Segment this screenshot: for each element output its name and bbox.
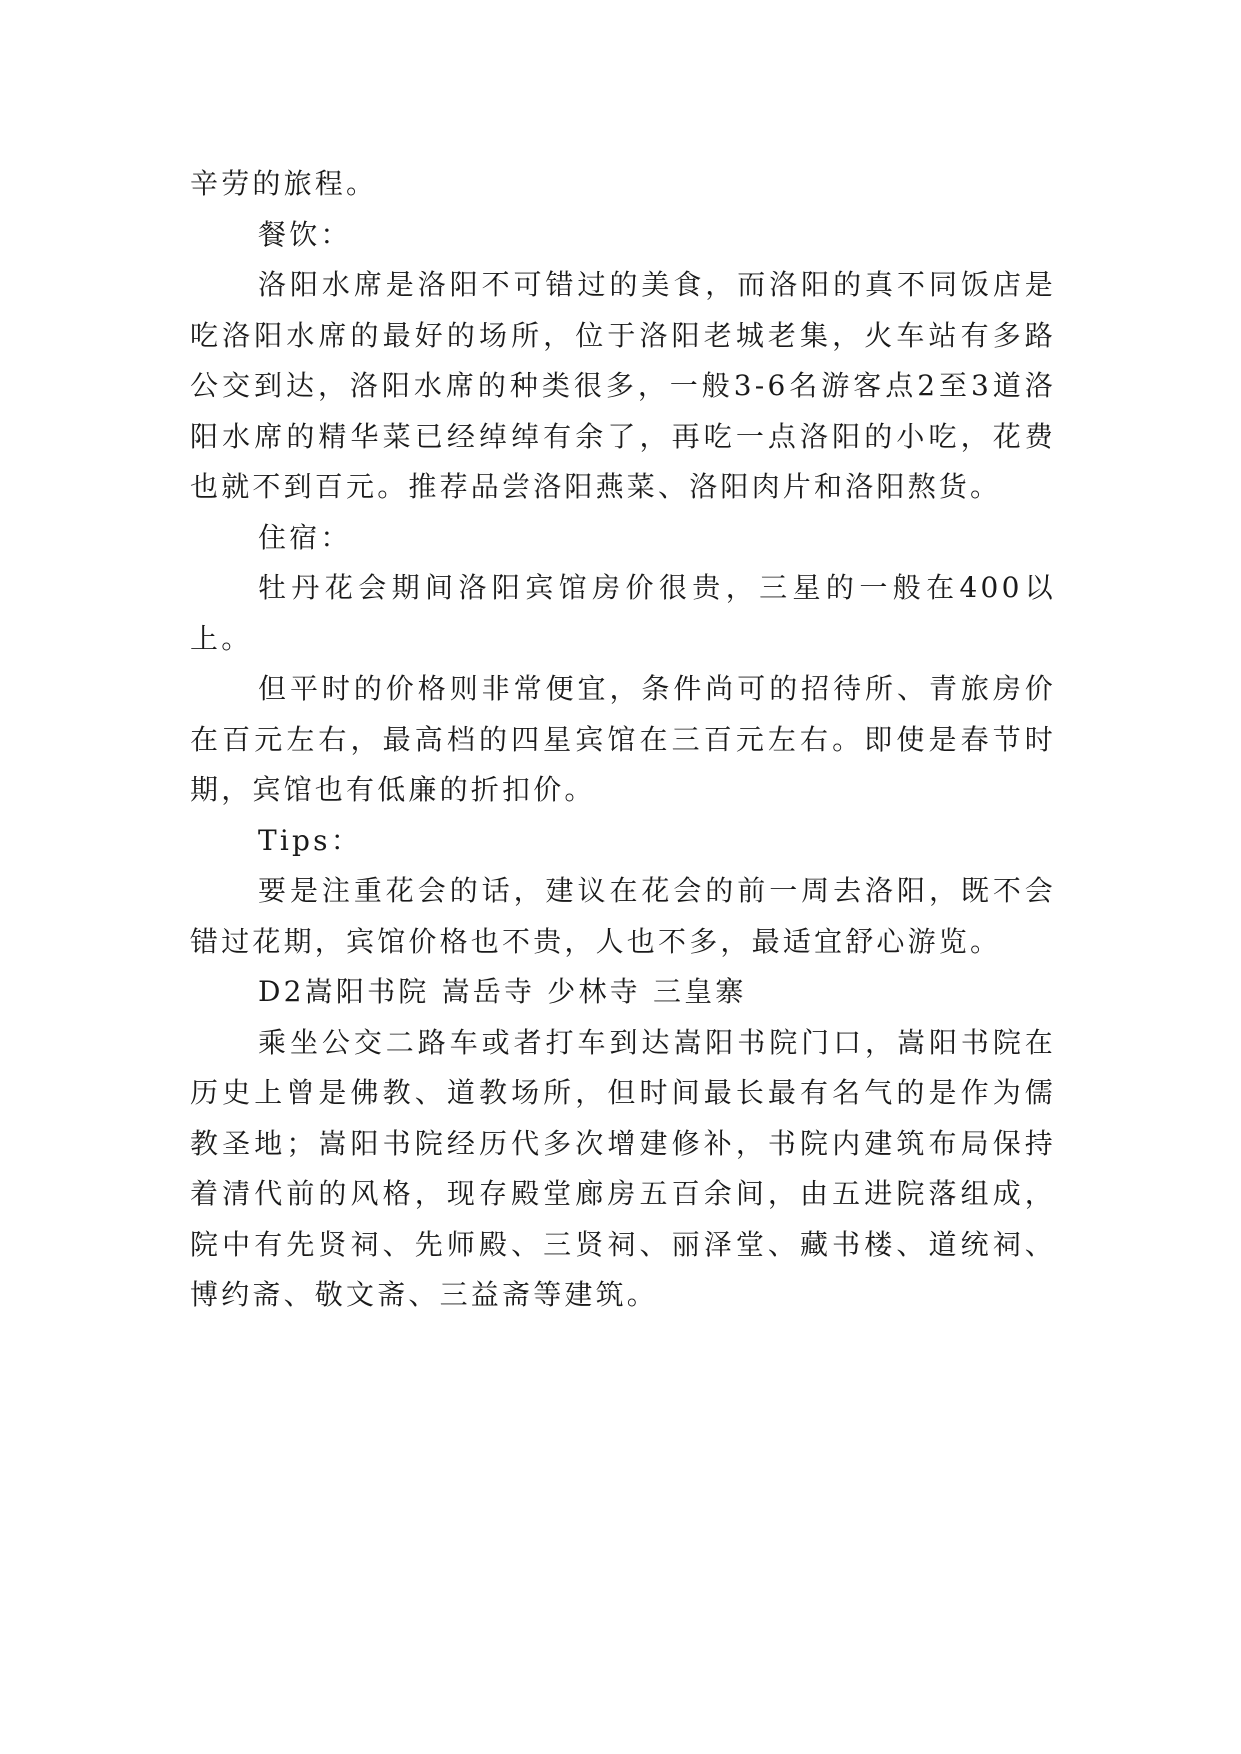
heading-dining: 餐饮：	[258, 217, 352, 251]
heading-lodging: 住宿：	[258, 520, 352, 554]
paragraph-journey-end: 辛劳的旅程。	[190, 167, 378, 200]
document-body	[190, 159, 1056, 1321]
heading-day-2: D2嵩阳书院 嵩岳寺 少林寺 三皇寨	[258, 975, 747, 1008]
paragraph-dining: 洛阳水席是洛阳不可错过的美食，而洛阳的真不同饭店是吃洛阳水席的最好的场所，位于洛阳老城老集，火车站有多路公交到达，洛阳水席的种类很多，一般3-6名游客点2至3道洛阳水席的精华菜已经绰绰有余了，再吃一点洛阳的小吃，花费也就不到百元。推荐品尝洛阳燕菜、洛阳肉片和洛阳熬货。	[190, 268, 1056, 503]
paragraph-songyang-academy: 乘坐公交二路车或者打车到达嵩阳书院门口，嵩阳书院在历史上曾是佛教、道教场所，但时间最长最有名气的是作为儒教圣地；嵩阳书院经历代多次增建修补，书院内建筑布局保持着清代前的风格，现存殿堂廊房五百余间，由五进院落组成，院中有先贤祠、先师殿、三贤祠、丽泽堂、藏书楼、道统祠、博约斋、敬文斋、三益斋等建筑。	[190, 1025, 1056, 1311]
paragraph-lodging-peak: 牡丹花会期间洛阳宾馆房价很贵，三星的一般在400以上。	[190, 571, 1056, 655]
paragraph-tips: 要是注重花会的话，建议在花会的前一周去洛阳，既不会错过花期，宾馆价格也不贵，人也不多，最适宜舒心游览。	[190, 874, 1056, 958]
heading-tips: Tips：	[258, 823, 362, 857]
paragraph-lodging-normal: 但平时的价格则非常便宜，条件尚可的招待所、青旅房价在百元左右，最高档的四星宾馆在三百元左右。即使是春节时期，宾馆也有低廉的折扣价。	[190, 672, 1056, 806]
